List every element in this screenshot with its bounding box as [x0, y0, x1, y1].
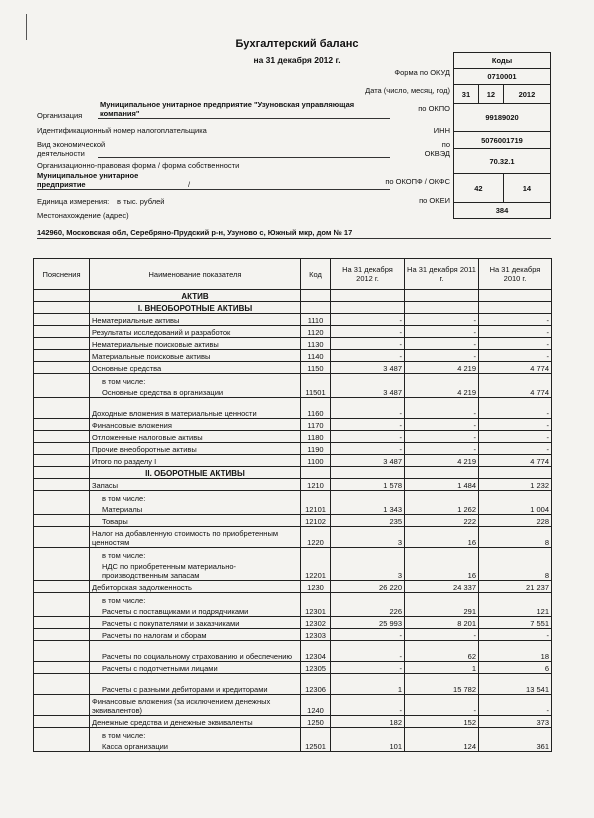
value-2010: 6: [479, 662, 552, 674]
value-2012: -: [331, 641, 405, 662]
section-title: АКТИВ: [90, 290, 301, 302]
inn-label: ИНН: [433, 126, 450, 135]
table-row: [34, 491, 552, 503]
code-cell: 1190: [301, 443, 331, 455]
value-2011: 8 201: [405, 617, 479, 629]
indicator-name: Расчеты по социальному страхованию и обеспечению: [90, 641, 301, 662]
value-2012: -: [331, 431, 405, 443]
okei-label: по ОКЕИ: [419, 196, 450, 205]
code-cell: 1140: [301, 350, 331, 362]
code-cell: 12304: [301, 641, 331, 662]
value-2010: -: [479, 431, 552, 443]
indicator-name: в том числе:: [90, 728, 301, 740]
code-cell: 1150: [301, 362, 331, 374]
indicator-name: Расчеты с подотчетными лицами: [90, 662, 301, 674]
code-cell: 12501: [301, 740, 331, 752]
value-2011: 24 337: [405, 581, 479, 593]
code-cell: 1160: [301, 398, 331, 419]
value-2012: 25 993: [331, 617, 405, 629]
notes-cell: [34, 350, 90, 362]
okud-value: 0710001: [454, 69, 551, 85]
value-2012: 1 578: [331, 479, 405, 491]
value-cell: [331, 467, 405, 479]
notes-cell: [34, 728, 90, 740]
notes-cell: [34, 326, 90, 338]
table-row: [34, 527, 552, 548]
value-2010: [479, 728, 552, 740]
value-2010: 4 774: [479, 362, 552, 374]
table-row: [34, 374, 552, 386]
code-cell: 12306: [301, 674, 331, 695]
value-2011: 16: [405, 527, 479, 548]
balance-table: [33, 258, 552, 752]
indicator-name: Доходные вложения в материальные ценности: [90, 398, 301, 419]
value-2012: 226: [331, 605, 405, 617]
code-cell: 11501: [301, 386, 331, 398]
table-row: [34, 386, 552, 398]
address-label: Местонахождение (адрес): [37, 211, 129, 220]
value-2012: -: [331, 314, 405, 326]
org-name-line2: компания": [100, 109, 140, 118]
table-row: [34, 728, 552, 740]
notes-cell: [34, 605, 90, 617]
notes-cell: [34, 548, 90, 560]
indicator-name: Дебиторская задолженность: [90, 581, 301, 593]
value-2011: 4 219: [405, 362, 479, 374]
section-title: II. ОБОРОТНЫЕ АКТИВЫ: [90, 467, 301, 479]
notes-cell: [34, 419, 90, 431]
okpo-value: 99189020: [454, 104, 551, 132]
notes-cell: [34, 302, 90, 314]
value-2010: -: [479, 398, 552, 419]
code-cell: 12102: [301, 515, 331, 527]
indicator-name: Основные средства в организации: [90, 386, 301, 398]
notes-cell: [34, 716, 90, 728]
value-2010: -: [479, 314, 552, 326]
table-row: [34, 629, 552, 641]
value-2012: 3 487: [331, 362, 405, 374]
value-2010: -: [479, 443, 552, 455]
value-2010: 21 237: [479, 581, 552, 593]
table-row: [34, 314, 552, 326]
unit-label: Единица измерения:: [37, 197, 110, 206]
code-cell: 12201: [301, 560, 331, 581]
indicator-name: Расчеты с разными дебиторами и кредиторами: [90, 674, 301, 695]
table-row: [34, 338, 552, 350]
value-2012: 182: [331, 716, 405, 728]
value-2010: [479, 491, 552, 503]
table-row: [34, 443, 552, 455]
value-2012: -: [331, 695, 405, 716]
indicator-name: в том числе:: [90, 374, 301, 386]
value-cell: [479, 302, 552, 314]
value-2010: 373: [479, 716, 552, 728]
notes-cell: [34, 491, 90, 503]
value-2012: 26 220: [331, 581, 405, 593]
col-code: Код: [301, 259, 331, 290]
table-row: [34, 695, 552, 716]
indicator-name: Материальные поисковые активы: [90, 350, 301, 362]
okopf-label: по ОКОПФ / ОКФС: [385, 177, 450, 186]
okved-label-2: ОКВЭД: [424, 149, 450, 158]
section-row: [34, 302, 552, 314]
notes-cell: [34, 515, 90, 527]
section-row: [34, 290, 552, 302]
value-2012: 3 487: [331, 455, 405, 467]
notes-cell: [34, 662, 90, 674]
notes-cell: [34, 593, 90, 605]
value-2011: 152: [405, 716, 479, 728]
value-2010: 4 774: [479, 455, 552, 467]
notes-cell: [34, 629, 90, 641]
table-row: [34, 674, 552, 695]
org-label: Организация: [37, 111, 83, 120]
scan-mark: [26, 14, 27, 40]
value-2012: [331, 593, 405, 605]
table-row: [34, 350, 552, 362]
legal-form-slash: /: [188, 180, 191, 189]
code-cell: [301, 290, 331, 302]
table-row: [34, 581, 552, 593]
value-2010: -: [479, 695, 552, 716]
value-2012: 3: [331, 527, 405, 548]
col-2012: На 31 декабря 2012 г.: [331, 259, 405, 290]
value-2010: 361: [479, 740, 552, 752]
notes-cell: [34, 443, 90, 455]
value-2010: 4 774: [479, 386, 552, 398]
notes-cell: [34, 398, 90, 419]
okved-value: 70.32.1: [454, 149, 551, 174]
table-row: [34, 662, 552, 674]
value-2010: 18: [479, 641, 552, 662]
codes-table: [453, 52, 551, 219]
table-row: [34, 605, 552, 617]
notes-cell: [34, 290, 90, 302]
notes-cell: [34, 617, 90, 629]
indicator-name: Касса организации: [90, 740, 301, 752]
indicator-name: Финансовые вложения: [90, 419, 301, 431]
value-cell: [479, 467, 552, 479]
code-cell: [301, 491, 331, 503]
code-cell: 1120: [301, 326, 331, 338]
code-cell: 12301: [301, 605, 331, 617]
table-row: [34, 362, 552, 374]
indicator-name: Расчеты с поставщиками и подрядчиками: [90, 605, 301, 617]
indicator-name: Основные средства: [90, 362, 301, 374]
code-cell: 12305: [301, 662, 331, 674]
code-cell: 1240: [301, 695, 331, 716]
value-2012: 1: [331, 674, 405, 695]
legal-form-underline: [37, 189, 390, 190]
table-body: [34, 290, 552, 752]
notes-cell: [34, 362, 90, 374]
code-cell: 1110: [301, 314, 331, 326]
notes-cell: [34, 674, 90, 695]
okved-label-1: по: [441, 140, 450, 149]
value-cell: [405, 467, 479, 479]
value-cell: [479, 290, 552, 302]
code-cell: 12303: [301, 629, 331, 641]
indicator-name: Запасы: [90, 479, 301, 491]
col-2011: На 31 декабря 2011 г.: [405, 259, 479, 290]
code-cell: 1180: [301, 431, 331, 443]
value-2011: -: [405, 443, 479, 455]
value-2011: 291: [405, 605, 479, 617]
value-2012: 235: [331, 515, 405, 527]
value-2012: 101: [331, 740, 405, 752]
value-2011: -: [405, 314, 479, 326]
address-underline: [37, 238, 551, 239]
notes-cell: [34, 455, 90, 467]
value-2011: [405, 374, 479, 386]
code-cell: 1170: [301, 419, 331, 431]
table-row: [34, 515, 552, 527]
okud-label: Форма по ОКУД: [394, 68, 450, 77]
indicator-name: НДС по приобретенным материально-производственным запасам: [90, 560, 301, 581]
notes-cell: [34, 695, 90, 716]
value-2010: 1 004: [479, 503, 552, 515]
org-name-line1: Муниципальное унитарное предприятие "Узуновская управляющая: [100, 100, 355, 109]
table-row: [34, 593, 552, 605]
table-row: [34, 326, 552, 338]
table-row: [34, 503, 552, 515]
code-cell: [301, 593, 331, 605]
value-cell: [331, 290, 405, 302]
inn-value: 5076001719: [454, 132, 551, 149]
notes-cell: [34, 503, 90, 515]
table-row: [34, 398, 552, 419]
activity-underline: [98, 157, 390, 158]
value-cell: [405, 302, 479, 314]
date-day: 31: [454, 85, 479, 104]
value-2011: -: [405, 419, 479, 431]
activity-label-1: Вид экономической: [37, 140, 106, 149]
indicator-name: Денежные средства и денежные эквиваленты: [90, 716, 301, 728]
section-row: [34, 467, 552, 479]
code-cell: 1100: [301, 455, 331, 467]
col-2010: На 31 декабря 2010 г.: [479, 259, 552, 290]
indicator-name: Нематериальные активы: [90, 314, 301, 326]
okei-value: 384: [454, 203, 551, 219]
value-cell: [331, 302, 405, 314]
value-2011: 16: [405, 560, 479, 581]
value-2011: -: [405, 398, 479, 419]
value-2012: -: [331, 398, 405, 419]
code-cell: [301, 302, 331, 314]
org-underline: [98, 118, 390, 119]
table-row: [34, 548, 552, 560]
section-title: I. ВНЕОБОРОТНЫЕ АКТИВЫ: [90, 302, 301, 314]
value-cell: [405, 290, 479, 302]
value-2010: -: [479, 326, 552, 338]
document-date: на 31 декабря 2012 г.: [253, 55, 341, 65]
notes-cell: [34, 641, 90, 662]
value-2011: [405, 548, 479, 560]
indicator-name: Товары: [90, 515, 301, 527]
table-row: [34, 455, 552, 467]
notes-cell: [34, 740, 90, 752]
notes-cell: [34, 431, 90, 443]
notes-cell: [34, 479, 90, 491]
table-row: [34, 641, 552, 662]
activity-label-2: деятельности: [37, 149, 85, 158]
legal-form-label: Организационно-правовая форма / форма собственности: [37, 161, 240, 170]
indicator-name: в том числе:: [90, 593, 301, 605]
value-2012: 3 487: [331, 386, 405, 398]
value-2011: 222: [405, 515, 479, 527]
value-2011: 4 219: [405, 386, 479, 398]
okpo-label: по ОКПО: [418, 104, 450, 113]
value-2010: [479, 548, 552, 560]
notes-cell: [34, 338, 90, 350]
value-2012: 1 343: [331, 503, 405, 515]
okfs-value: 14: [503, 174, 550, 203]
indicator-name: в том числе:: [90, 491, 301, 503]
value-2012: -: [331, 338, 405, 350]
indicator-name: в том числе:: [90, 548, 301, 560]
value-2012: [331, 728, 405, 740]
value-2010: -: [479, 350, 552, 362]
value-2011: -: [405, 629, 479, 641]
value-2010: 1 232: [479, 479, 552, 491]
address-value: 142960, Московская обл, Серебряно-Прудский р-н, Узуново с, Южный мкр, дом № 17: [37, 228, 353, 237]
indicator-name: Результаты исследований и разработок: [90, 326, 301, 338]
unit-value: в тыс. рублей: [117, 197, 165, 206]
value-2011: -: [405, 338, 479, 350]
col-notes: Пояснения: [34, 259, 90, 290]
value-2010: [479, 593, 552, 605]
inn-label-left: Идентификационный номер налогоплательщика: [37, 126, 207, 135]
code-cell: 1220: [301, 527, 331, 548]
value-2010: -: [479, 419, 552, 431]
date-year: 2012: [503, 85, 550, 104]
value-2011: -: [405, 431, 479, 443]
notes-cell: [34, 527, 90, 548]
value-2011: [405, 728, 479, 740]
indicator-name: Финансовые вложения (за исключением денежных эквивалентов): [90, 695, 301, 716]
legal-form-line2: предприятие: [37, 180, 86, 189]
code-cell: 12302: [301, 617, 331, 629]
value-2011: 1: [405, 662, 479, 674]
table-row: [34, 479, 552, 491]
indicator-name: Расчеты по налогам и сборам: [90, 629, 301, 641]
notes-cell: [34, 560, 90, 581]
indicator-name: Отложенные налоговые активы: [90, 431, 301, 443]
code-cell: 1230: [301, 581, 331, 593]
codes-title: Коды: [454, 53, 551, 69]
notes-cell: [34, 386, 90, 398]
value-2010: 13 541: [479, 674, 552, 695]
value-2011: -: [405, 350, 479, 362]
code-cell: [301, 728, 331, 740]
okopf-value: 42: [454, 174, 504, 203]
notes-cell: [34, 374, 90, 386]
date-month: 12: [478, 85, 503, 104]
value-2011: 124: [405, 740, 479, 752]
value-2010: 7 551: [479, 617, 552, 629]
table-row: [34, 419, 552, 431]
value-2012: [331, 491, 405, 503]
value-2012: 3: [331, 560, 405, 581]
code-cell: 12101: [301, 503, 331, 515]
indicator-name: Материалы: [90, 503, 301, 515]
indicator-name: Налог на добавленную стоимость по приобретенным ценностям: [90, 527, 301, 548]
value-2011: 15 782: [405, 674, 479, 695]
indicator-name: Расчеты с покупателями и заказчиками: [90, 617, 301, 629]
document-title: Бухгалтерский баланс: [235, 38, 359, 50]
legal-form-line1: Муниципальное унитарное: [37, 171, 139, 180]
value-2011: 4 219: [405, 455, 479, 467]
value-2010: -: [479, 338, 552, 350]
value-2011: -: [405, 326, 479, 338]
value-2011: 1 484: [405, 479, 479, 491]
table-row: [34, 740, 552, 752]
indicator-name: Прочие внеоборотные активы: [90, 443, 301, 455]
table-row: [34, 716, 552, 728]
code-cell: [301, 374, 331, 386]
notes-cell: [34, 581, 90, 593]
value-2010: 8: [479, 527, 552, 548]
value-2011: 1 262: [405, 503, 479, 515]
value-2012: -: [331, 326, 405, 338]
value-2012: [331, 548, 405, 560]
value-2010: 8: [479, 560, 552, 581]
notes-cell: [34, 467, 90, 479]
value-2012: -: [331, 443, 405, 455]
indicator-name: Итого по разделу I: [90, 455, 301, 467]
value-2012: [331, 374, 405, 386]
table-row: [34, 431, 552, 443]
col-indicator: Наименование показателя: [90, 259, 301, 290]
value-2012: -: [331, 662, 405, 674]
value-2012: -: [331, 629, 405, 641]
code-cell: 1250: [301, 716, 331, 728]
code-cell: 1130: [301, 338, 331, 350]
table-row: [34, 617, 552, 629]
value-2012: -: [331, 350, 405, 362]
code-cell: [301, 548, 331, 560]
notes-cell: [34, 314, 90, 326]
code-cell: [301, 467, 331, 479]
value-2011: [405, 491, 479, 503]
value-2012: -: [331, 419, 405, 431]
value-2011: -: [405, 695, 479, 716]
date-label: Дата (число, месяц, год): [365, 86, 450, 95]
value-2011: [405, 593, 479, 605]
indicator-name: Нематериальные поисковые активы: [90, 338, 301, 350]
value-2010: 121: [479, 605, 552, 617]
value-2010: 228: [479, 515, 552, 527]
code-cell: 1210: [301, 479, 331, 491]
value-2011: 62: [405, 641, 479, 662]
value-2010: [479, 374, 552, 386]
table-row: [34, 560, 552, 581]
value-2010: -: [479, 629, 552, 641]
